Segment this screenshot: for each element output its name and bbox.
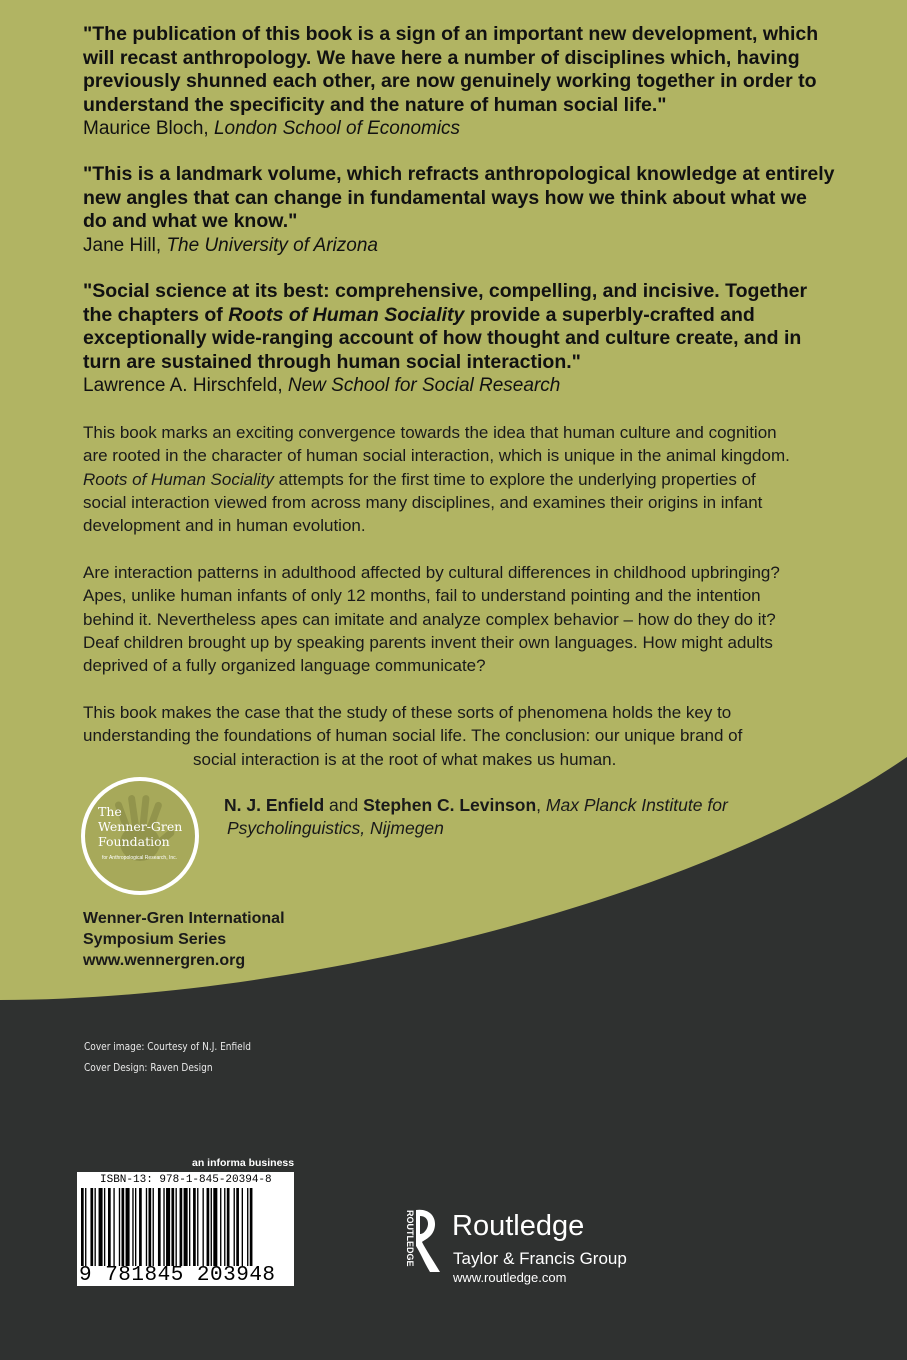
quote-1-author: Maurice Bloch, bbox=[83, 118, 209, 139]
book-title-italic: Roots of Human Sociality bbox=[83, 469, 274, 489]
quote-2-affiliation: The University of Arizona bbox=[166, 234, 378, 256]
quote-3-author: Lawrence A. Hirschfeld, bbox=[83, 375, 283, 396]
barcode-bars bbox=[79, 1188, 292, 1270]
barcode-bar bbox=[189, 1188, 190, 1266]
barcode-bar bbox=[90, 1188, 93, 1266]
barcode-bar bbox=[203, 1188, 204, 1266]
book-title-italic: Roots of Human Sociality bbox=[228, 303, 465, 326]
barcode-bar bbox=[104, 1188, 105, 1266]
cover-image-credit: Cover image: Courtesy of N.J. Enfield bbox=[84, 1040, 251, 1053]
isbn-label: ISBN-13: 978-1-845-20394-8 bbox=[100, 1174, 272, 1186]
barcode-bar bbox=[171, 1188, 174, 1266]
description-paragraph-3: This book makes the case that the study of these sorts of phenomena holds the key to understanding the foundations of human social life. The conclusion: our unique brand of social interaction is at the root of what makes us human. bbox=[83, 703, 743, 769]
barcode-bar bbox=[247, 1188, 248, 1266]
barcode-bar bbox=[126, 1188, 130, 1266]
cover-credits bbox=[84, 1036, 251, 1078]
cover-design-credit: Cover Design: Raven Design bbox=[84, 1061, 213, 1074]
quote-1-affiliation: London School of Economics bbox=[213, 118, 461, 139]
barcode-bar bbox=[139, 1188, 142, 1266]
wennergren-url: www.wennergren.org bbox=[83, 952, 246, 969]
barcode-bar bbox=[158, 1188, 161, 1266]
barcode-bar bbox=[149, 1188, 152, 1266]
barcode-bar bbox=[119, 1188, 120, 1266]
routledge-name: Routledge bbox=[452, 1210, 585, 1242]
barcode-bar bbox=[99, 1188, 103, 1266]
editor-2: Stephen C. Levinson bbox=[363, 795, 537, 815]
barcode-bar bbox=[236, 1188, 239, 1266]
description-paragraph-1: This book marks an exciting convergence towards the idea that human culture and cognition are rooted in the character of human social interaction, which is unique in the animal kingdom. Roots of Human Sociality attempts for the first time to explore the underlying properties of social interaction viewed from across many disciplines, and examines their origins in infant development and in human evolution. bbox=[83, 423, 790, 536]
review-quote-1 bbox=[83, 23, 863, 141]
barcode-bar bbox=[250, 1188, 253, 1266]
barcode-bar bbox=[135, 1188, 136, 1266]
quote-2-author: Jane Hill, bbox=[83, 234, 162, 256]
barcode-bar bbox=[95, 1188, 96, 1266]
taylor-francis-group: Taylor & Francis Group bbox=[453, 1249, 627, 1268]
barcode-bar bbox=[220, 1188, 221, 1266]
quote-3-attribution bbox=[83, 374, 863, 398]
quote-2-attribution bbox=[83, 234, 863, 258]
informa-tagline: an informa business bbox=[192, 1157, 295, 1169]
barcode-bar bbox=[108, 1188, 111, 1266]
barcode-bar bbox=[197, 1188, 198, 1266]
barcode-bar bbox=[81, 1188, 84, 1266]
barcode-bar bbox=[122, 1188, 125, 1266]
editors-credit: N. J. Enfield and Stephen C. Levinson, Max Planck Institute for Psycholinguistics, Nijmegen bbox=[224, 795, 728, 839]
barcode-bar bbox=[176, 1188, 177, 1266]
routledge-logo-icon bbox=[396, 1206, 440, 1276]
quote-2-text: "This is a landmark volume, which refracts anthropological knowledge at entirely new angles that can change in fundamental ways how we think about what we do and what we know." bbox=[83, 163, 835, 232]
barcode-bar bbox=[224, 1188, 225, 1266]
review-quote-2 bbox=[83, 163, 863, 257]
wenner-gren-logo-text: The Wenner-Gren Foundation bbox=[98, 804, 183, 849]
routledge-vertical-word: ROUTLEDGE bbox=[405, 1210, 415, 1267]
barcode-bar bbox=[227, 1188, 230, 1266]
quote-3-text: "Social science at its best: comprehensive, compelling, and incisive. Together the chapters of Roots of Human Sociality provide a superbly-crafted and exceptionally wide-ranging account of how thought and culture create, and in turn are sustained through human social interaction." bbox=[83, 280, 808, 373]
wenner-gren-logo-subtext: for Anthropological Research, Inc. bbox=[102, 855, 178, 861]
symposium-series: Wenner-Gren International Symposium Series www.wennergren.org bbox=[83, 910, 285, 969]
quote-1-attribution bbox=[83, 117, 863, 141]
barcode-bar bbox=[153, 1188, 154, 1266]
description-paragraph-2: Are interaction patterns in adulthood affected by cultural differences in childhood upbringing? Apes, unlike human infants of only 12 months, fail to understand pointing and the intention behind it. Nevertheless apes can imitate and analyze complex behavior – how do they do it? Deaf children brought up by speaking parents invent their own languages. How might adults deprived of a fully organized language communicate? bbox=[83, 563, 780, 676]
barcode-bar bbox=[180, 1188, 183, 1266]
barcode-bar bbox=[132, 1188, 133, 1266]
editor-1: N. J. Enfield bbox=[224, 795, 325, 815]
barcode-bar bbox=[163, 1188, 164, 1266]
quote-1-text: "The publication of this book is a sign of an important new development, which will recast anthropology. We have here a number of disciplines which, having previously shunned each other, are now genuinely working together in order to understand the specificity and the nature of human social life." bbox=[83, 23, 819, 116]
barcode-bar bbox=[213, 1188, 217, 1266]
barcode-bar bbox=[113, 1188, 114, 1266]
barcode-bar bbox=[207, 1188, 210, 1266]
quote-3-affiliation: New School for Social Research bbox=[287, 375, 561, 396]
barcode-bar bbox=[193, 1188, 196, 1266]
barcode-bar bbox=[211, 1188, 212, 1266]
isbn-digits: 9 781845 203948 bbox=[79, 1264, 276, 1287]
barcode-bar bbox=[85, 1188, 86, 1266]
barcode-bar bbox=[234, 1188, 235, 1266]
routledge-url: www.routledge.com bbox=[453, 1270, 567, 1285]
barcode-bar bbox=[184, 1188, 188, 1266]
barcode-bar bbox=[242, 1188, 243, 1266]
barcode-bar bbox=[166, 1188, 170, 1266]
barcode-bar bbox=[146, 1188, 147, 1266]
review-quote-3 bbox=[83, 280, 863, 398]
